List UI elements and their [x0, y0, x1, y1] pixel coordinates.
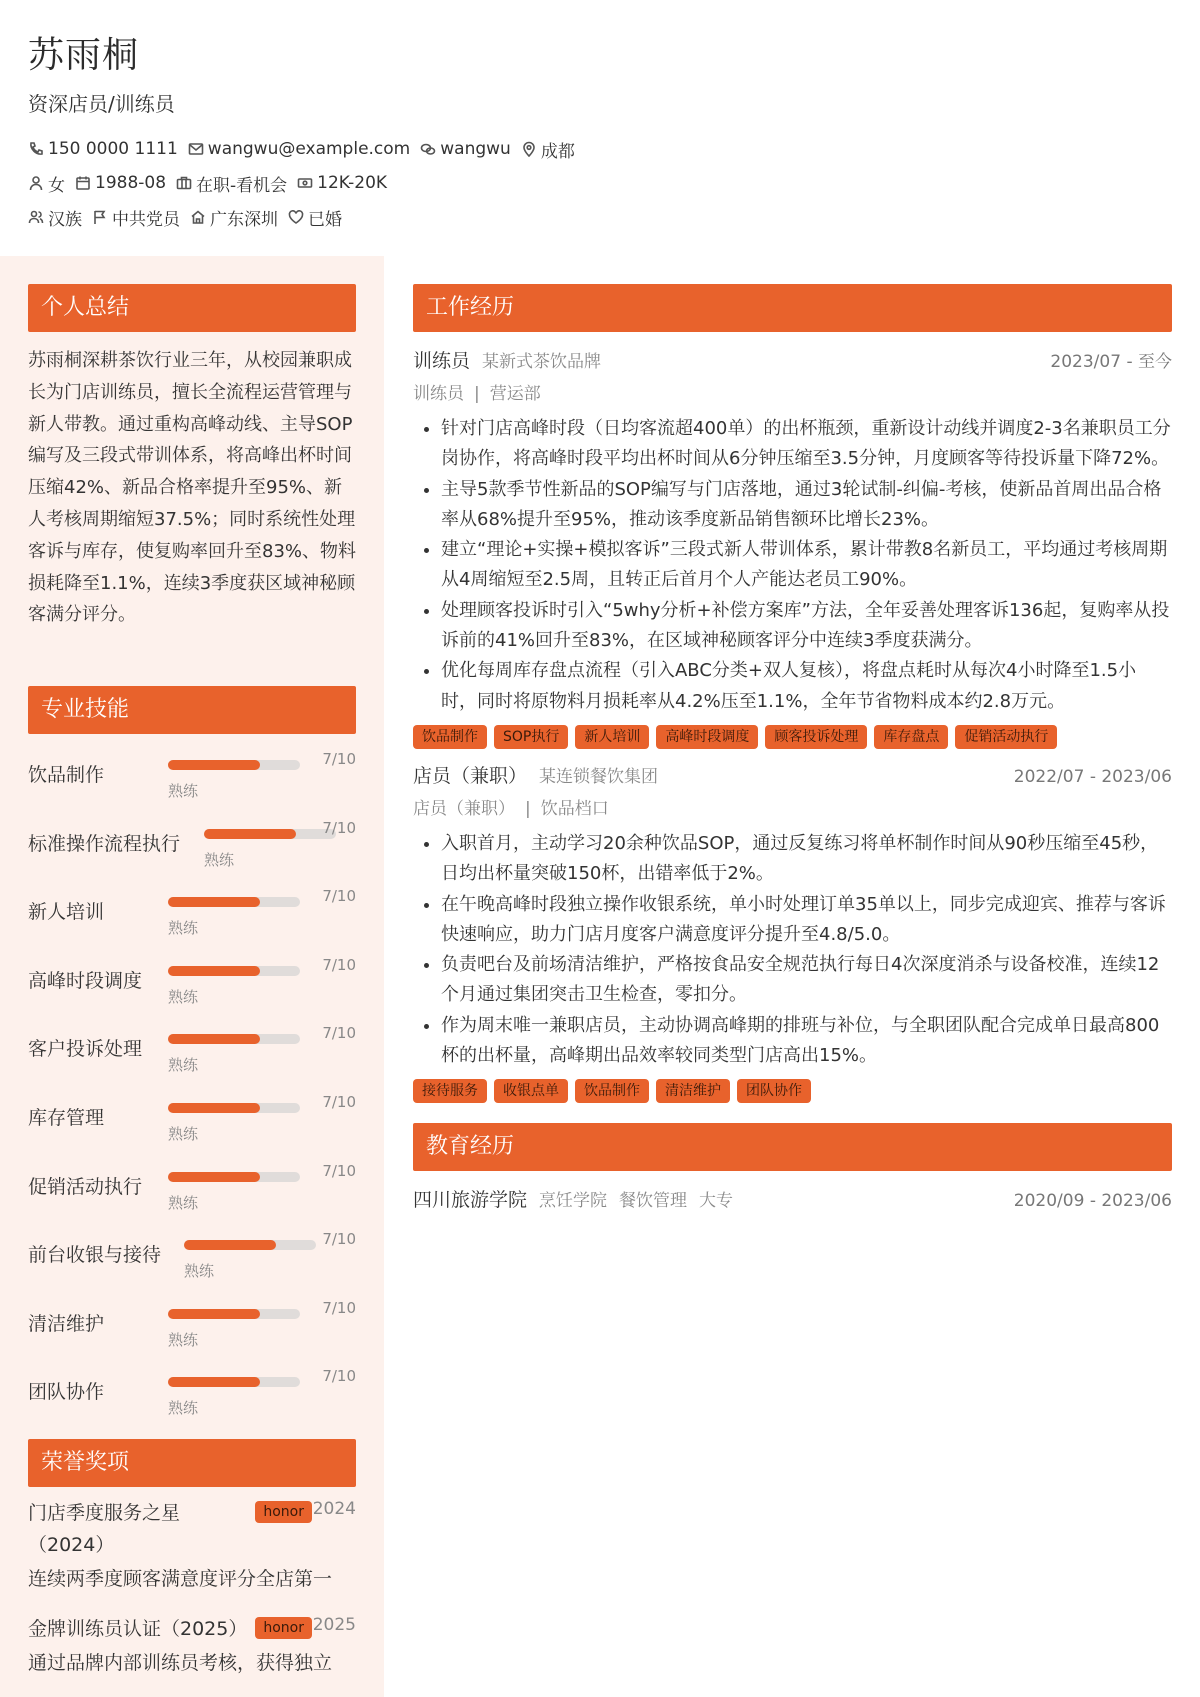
- job-bullet: • 负责吧台及前场清洁维护，严格按食品安全规范执行每日4次深度消杀与设备校准，连续12个月通过集团突击卫生检查，零扣分。: [441, 950, 1172, 1011]
- location-item: [521, 137, 575, 162]
- salary-item: [297, 173, 387, 193]
- skill-bar: [168, 1309, 300, 1319]
- marital-text: 已婚: [308, 209, 342, 230]
- skill-row: [28, 1014, 356, 1083]
- ethnicity-item: [28, 205, 82, 230]
- skill-score: 7/10: [322, 955, 356, 974]
- skill-bar: [168, 897, 300, 907]
- job-header: [413, 761, 1172, 788]
- skill-score: 7/10: [322, 750, 356, 768]
- skill-score: 7/10: [322, 1092, 356, 1111]
- skill-bar: [204, 829, 336, 839]
- honor-title: 门店季度服务之星（2024）: [28, 1502, 181, 1556]
- calendar-icon: [75, 175, 91, 191]
- job-dept: 饮品档口: [540, 798, 609, 819]
- skill-level: 熟练: [168, 919, 199, 938]
- job-company: 某新式茶饮品牌: [482, 352, 602, 372]
- skill-name: 高峰时段调度: [28, 969, 143, 992]
- skill-tag: 新人培训: [575, 725, 649, 749]
- skill-name: 新人培训: [28, 901, 105, 924]
- summary-section: [28, 284, 356, 631]
- skill-level: 熟练: [168, 987, 199, 1006]
- wechat-icon: [420, 141, 436, 157]
- honor-badge: honor: [255, 1501, 312, 1523]
- education-entry: [413, 1185, 1172, 1212]
- phone-item: [28, 139, 178, 159]
- skill-tag: 饮品制作: [575, 1079, 649, 1103]
- ethnicity-text: 汉族: [48, 209, 82, 230]
- contact-row: [28, 132, 1178, 166]
- skill-score: 7/10: [322, 1230, 356, 1249]
- job-tags: [413, 1079, 1172, 1103]
- skill-bar-fill: [168, 1309, 260, 1319]
- job-date: 2023/07 - 至今: [1050, 352, 1172, 372]
- skill-level: 熟练: [168, 1399, 199, 1418]
- skill-row: [28, 877, 356, 946]
- skill-bar: [184, 1240, 316, 1250]
- marital-item: [288, 205, 342, 230]
- group-icon: [28, 209, 44, 225]
- job-bullet: • 建立“理论+实操+模拟客诉”三段式新人带训体系，累计带教8名新员工，平均通过考核周期从4周缩短至2.5周，且转正后首月个人产能达老员工90%。: [441, 535, 1172, 596]
- skills-list: [28, 740, 356, 1426]
- wechat-text: wangwu: [440, 139, 511, 159]
- skill-tag: 促销活动执行: [955, 725, 1057, 749]
- skill-bar: [168, 1172, 300, 1182]
- skill-score: 7/10: [322, 1024, 356, 1043]
- job-bullet: • 入职首月，主动学习20余种饮品SOP，通过反复练习将单杯制作时间从90秒压缩至45秒，日均出杯量突破150杯，出错率低于2%。: [441, 829, 1172, 890]
- skill-row: [28, 809, 356, 878]
- education-heading: 教育经历: [413, 1123, 1172, 1171]
- status-item: [176, 171, 287, 196]
- job-bullet: • 优化每周库存盘点流程（引入ABC分类+双人复核），将盘点耗时从每次4小时降至1.5小时，同时将原物料月损耗率从4.2%压至1.1%，全年节省物料成本约2.8万元。: [441, 656, 1172, 717]
- skills-section: [28, 686, 356, 1426]
- home-icon: [190, 209, 206, 225]
- gender-text: 女: [48, 175, 65, 196]
- political-item: [92, 205, 180, 230]
- honor-item: [28, 1497, 356, 1595]
- skill-score: 7/10: [322, 1161, 356, 1180]
- skill-bar-fill: [168, 1172, 260, 1182]
- gender-item: [28, 171, 65, 196]
- skill-name: 标准操作流程执行: [28, 832, 181, 855]
- skill-tag: SOP执行: [494, 725, 568, 749]
- job-date: 2022/07 - 2023/06: [1013, 766, 1172, 787]
- job-subtitle: [413, 794, 1172, 819]
- skill-name: 团队协作: [28, 1381, 105, 1404]
- skill-level: 熟练: [168, 1124, 199, 1143]
- birth-item: [75, 173, 166, 193]
- skill-tag: 收银点单: [494, 1079, 568, 1103]
- sidebar: [0, 256, 384, 1697]
- job-company: 某连锁餐饮集团: [539, 766, 659, 787]
- skill-bar-fill: [184, 1240, 276, 1250]
- job-bullet: • 处理顾客投诉时引入“5why分析+补偿方案库”方法，全年妥善处理客诉136起，复购率从投诉前的41%回升至83%，在区域神秘顾客评分中连续3季度获满分。: [441, 596, 1172, 657]
- job-bullet: • 主导5款季节性新品的SOP编写与门店落地，通过3轮试制-纠偏-考核，使新品首周出品合格率从68%提升至95%，推动该季度新品销售额环比增长23%。: [441, 475, 1172, 536]
- honor-desc: 连续两季度顾客满意度评分全店第一: [28, 1568, 333, 1590]
- skill-score: 7/10: [322, 887, 356, 906]
- hometown-item: [190, 205, 278, 230]
- location-icon: [521, 141, 537, 157]
- honors-heading: 荣誉奖项: [28, 1439, 356, 1487]
- skill-level: 熟练: [204, 850, 235, 869]
- skill-bar-fill: [204, 829, 296, 839]
- skill-bar-fill: [168, 1377, 260, 1387]
- skill-bar: [168, 966, 300, 976]
- skill-level: 熟练: [168, 782, 199, 800]
- briefcase-icon: [176, 175, 192, 191]
- school-name: 四川旅游学院: [413, 1189, 528, 1212]
- job-position: 训练员: [413, 384, 464, 404]
- job-tags: [413, 725, 1172, 749]
- skill-score: 7/10: [322, 1367, 356, 1386]
- honor-desc: 通过品牌内部训练员考核，获得独立: [28, 1652, 333, 1674]
- job-title: 训练员: [413, 350, 471, 372]
- skill-row: [28, 1220, 356, 1289]
- phone-icon: [28, 141, 44, 157]
- status-text: 在职-看机会: [196, 175, 288, 196]
- skill-level: 熟练: [168, 1193, 199, 1212]
- honor-year: 2024: [312, 1499, 356, 1519]
- job-bullet: • 作为周末唯一兼职店员，主动协调高峰期的排班与补位，与全职团队配合完成单日最高800杯的出杯量，高峰期出品效率较同类型门店高出15%。: [441, 1011, 1172, 1072]
- skill-name: 库存管理: [28, 1106, 105, 1129]
- job-bullet: • 针对门店高峰时段（日均客流超400单）的出杯瓶颈，重新设计动线并调度2-3名兼职员工分岗协作，将高峰时段平均出杯时间从6分钟压缩至3.5分钟，月度顾客等待投诉量下降72%。: [441, 414, 1172, 475]
- degree: 大专: [699, 1191, 734, 1212]
- honors-section: [28, 1439, 356, 1679]
- skill-bar: [168, 760, 300, 770]
- honor-title: 金牌训练员认证（2025）: [28, 1618, 248, 1640]
- skill-score: 7/10: [322, 818, 356, 837]
- skill-row: [28, 946, 356, 1015]
- work-heading: 工作经历: [413, 284, 1172, 332]
- skill-level: 熟练: [168, 1056, 199, 1075]
- skills-heading: 专业技能: [28, 686, 356, 734]
- email-text: wangwu@example.com: [207, 139, 411, 159]
- skill-row: [28, 1289, 356, 1358]
- background-row: [28, 200, 1178, 234]
- skill-level: 熟练: [184, 1262, 215, 1281]
- candidate-name: 苏雨桐: [28, 35, 140, 76]
- skill-bar: [168, 1034, 300, 1044]
- skill-bar: [168, 1103, 300, 1113]
- skill-bar-fill: [168, 1034, 260, 1044]
- skill-tag: 库存盘点: [874, 725, 948, 749]
- job-header: [413, 346, 1172, 373]
- job-title: 店员（兼职）: [413, 764, 528, 787]
- skill-tag: 清洁维护: [656, 1079, 730, 1103]
- job-position: 店员（兼职）: [413, 798, 515, 819]
- hometown-text: 广东深圳: [210, 209, 278, 230]
- job-dept: 营运部: [489, 384, 541, 404]
- skill-tag: 饮品制作: [413, 725, 487, 749]
- skill-bar-fill: [168, 897, 260, 907]
- skill-row: [28, 1083, 356, 1152]
- honor-item: [28, 1613, 356, 1679]
- person-icon: [28, 175, 44, 191]
- skill-name: 清洁维护: [28, 1312, 105, 1335]
- skill-score: 7/10: [322, 1298, 356, 1317]
- job-subtitle: [413, 379, 1172, 404]
- political-text: 中共党员: [112, 209, 180, 230]
- skill-tag: 顾客投诉处理: [765, 725, 867, 749]
- honor-year: 2025: [312, 1615, 356, 1635]
- skill-level: 熟练: [168, 1330, 199, 1349]
- summary-heading: 个人总结: [28, 284, 356, 332]
- location-text: 成都: [540, 141, 575, 162]
- salary-icon: [297, 175, 313, 191]
- skill-bar-fill: [168, 966, 260, 976]
- skill-bar: [168, 1377, 300, 1387]
- skill-name: 客户投诉处理: [28, 1038, 143, 1061]
- major-name: 餐饮管理: [619, 1191, 688, 1212]
- flag-icon: [92, 209, 108, 225]
- salary-text: 12K-20K: [317, 173, 388, 193]
- honor-badge: honor: [255, 1617, 312, 1639]
- heart-icon: [288, 209, 304, 225]
- separator: |: [474, 384, 480, 404]
- skill-bar-fill: [168, 760, 260, 770]
- skill-name: 前台收银与接待: [28, 1244, 162, 1267]
- resume-header: [28, 30, 1178, 234]
- job-entry: [413, 346, 1172, 749]
- main-content: [413, 284, 1172, 1212]
- skill-row: [28, 740, 356, 809]
- skill-tag: 接待服务: [413, 1079, 487, 1103]
- summary-text: 苏雨桐深耕茶饮行业三年，从校园兼职成长为门店训练员，擅长全流程运营管理与新人带教。通过重构高峰动线、主导SOP编写及三段式带训体系，将高峰出杯时间压缩42%、新品合格率提升至95%、新人考核周期缩短37.5%；同时系统性处理客诉与库存，使复购率回升至83%、物料损耗降至1.1%，连续3季度获区域神秘顾客满分评分。: [28, 350, 357, 626]
- phone-text: 150 0000 1111: [48, 139, 178, 159]
- job-bullets: [413, 829, 1172, 1071]
- skill-name: 饮品制作: [28, 764, 105, 786]
- job-bullet: • 在午晚高峰时段独立操作收银系统，单小时处理订单35单以上，同步完成迎宾、推荐与客诉快速响应，助力门店月度客户满意度评分提升至4.8/5.0。: [441, 890, 1172, 951]
- education-date: 2020/09 - 2023/06: [1013, 1191, 1172, 1212]
- skill-tag: 高峰时段调度: [656, 725, 758, 749]
- separator: |: [525, 798, 531, 819]
- mail-icon: [188, 141, 204, 157]
- personal-row: [28, 166, 1178, 200]
- candidate-role: 资深店员/训练员: [28, 92, 175, 116]
- skill-bar-fill: [168, 1103, 260, 1113]
- college-name: 烹饪学院: [539, 1191, 608, 1212]
- skill-name: 促销活动执行: [28, 1175, 143, 1198]
- skill-row: [28, 1152, 356, 1221]
- skill-row: [28, 1357, 356, 1426]
- skill-tag: 团队协作: [737, 1079, 811, 1103]
- birth-text: 1988-08: [95, 173, 167, 193]
- email-item: [188, 139, 410, 159]
- wechat-item: [420, 139, 511, 159]
- job-bullets: [413, 414, 1172, 717]
- job-entry: [413, 761, 1172, 1103]
